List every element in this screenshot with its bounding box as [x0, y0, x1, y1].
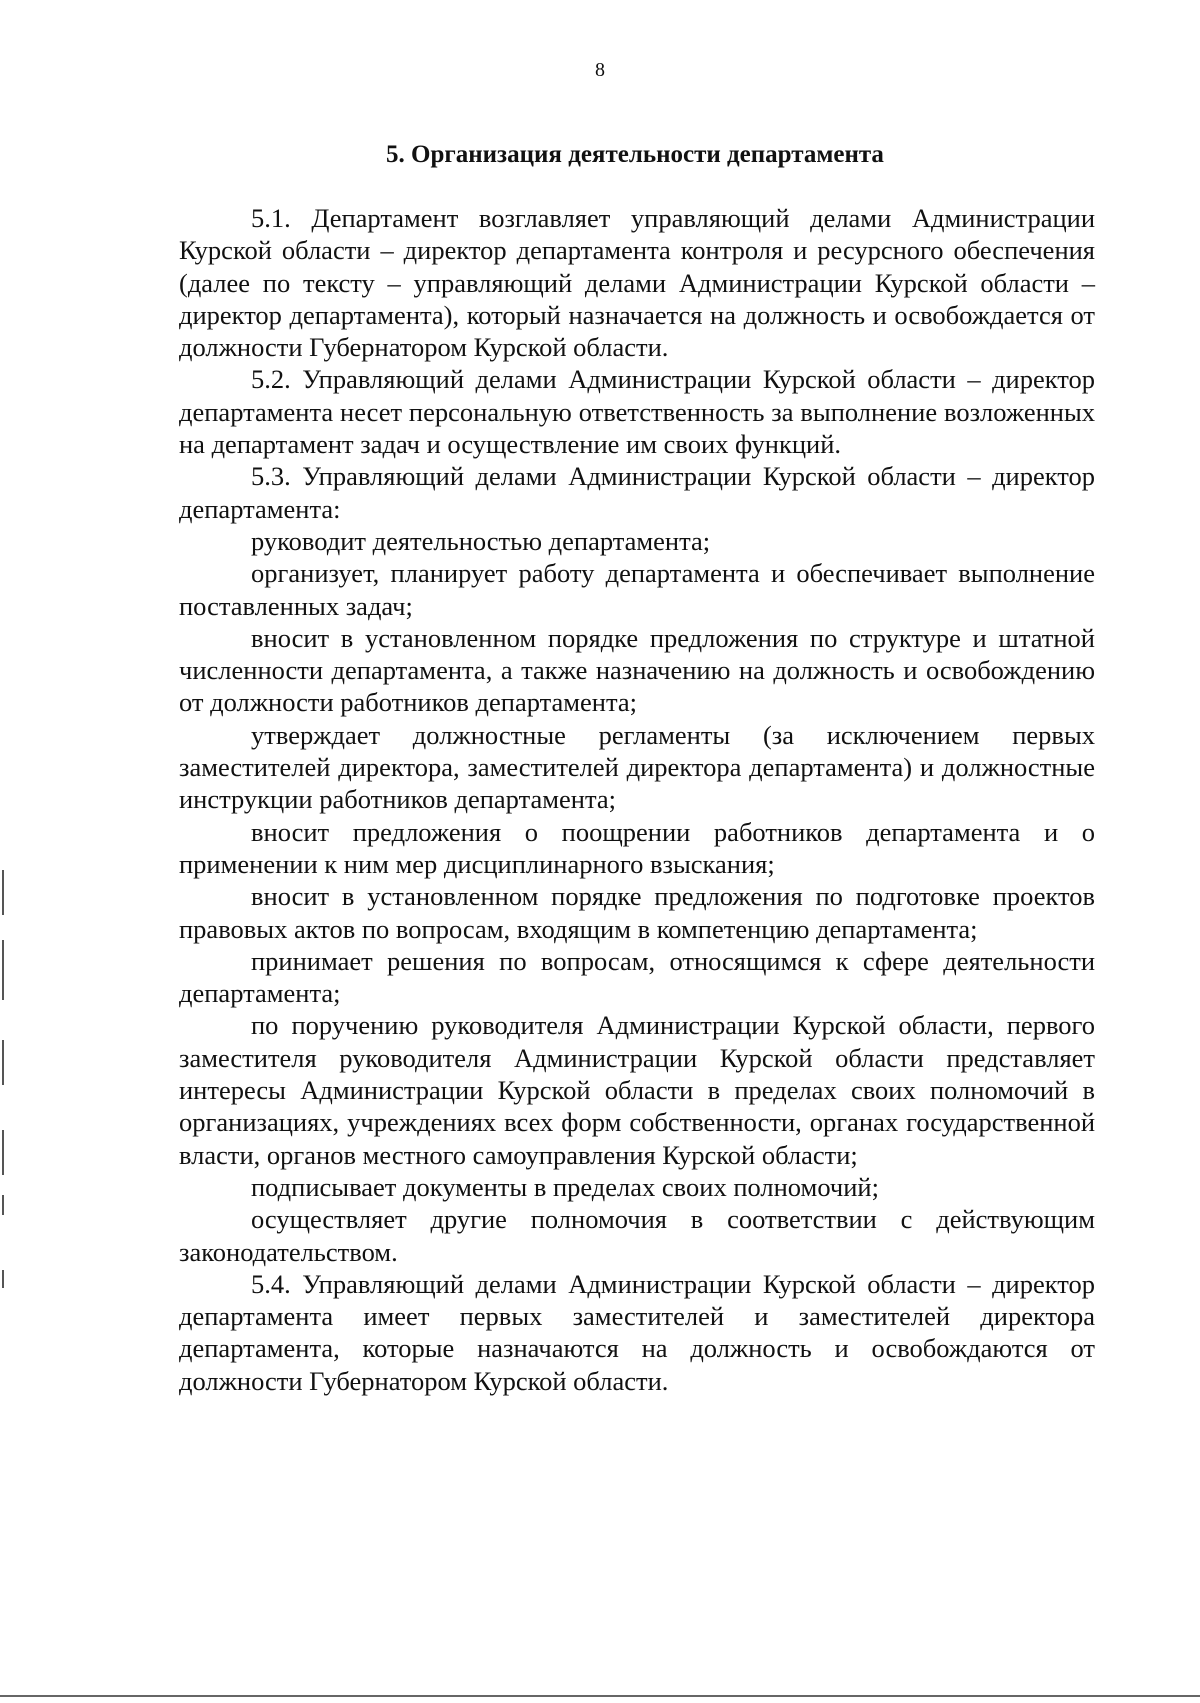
page-number: 8: [595, 59, 605, 81]
list-item: организует, планирует работу департамента и обеспечивает выполнение поставленных задач;: [179, 558, 1095, 621]
scan-mark: [2, 870, 4, 915]
list-item: по поручению руководителя Администрации Курской области, первого заместителя руководителя Администрации Курской области представляет интересы Администрации Курской области в пределах своих полномочий в организациях, учреждениях всех форм собственности, органах государственной власти, органов местного самоуправления Курской области;: [179, 1010, 1095, 1170]
paragraph-5-3: 5.3. Управляющий делами Администрации Курской области – директор департамента:: [179, 461, 1095, 524]
paragraph-5-4: 5.4. Управляющий делами Администрации Курской области – директор департамента имеет первых заместителей и заместителей директора департамента, которые назначаются на должность и освобождаются от должности Губернатором Курской области.: [179, 1268, 1095, 1396]
document-body: [179, 202, 1095, 1397]
list-item: руководит деятельностью департамента;: [251, 525, 711, 556]
list-item: осуществляет другие полномочия в соответствии с действующим законодательством.: [179, 1204, 1095, 1267]
scan-mark: [2, 1270, 4, 1288]
list-item: вносит предложения о поощрении работников департамента и о применении к ним мер дисциплинарного взыскания;: [179, 816, 1095, 879]
scan-mark: [2, 1130, 4, 1175]
scan-mark: [2, 1040, 4, 1085]
paragraph-5-2: 5.2. Управляющий делами Администрации Курской области – директор департамента несет персональную ответственность за выполнение возложенных на департамент задач и осуществление им своих функций.: [179, 364, 1095, 460]
list-item: вносит в установленном порядке предложения по подготовке проектов правовых актов по вопросам, входящим в компетенцию департамента;: [179, 881, 1095, 944]
list-item: утверждает должностные регламенты (за исключением первых заместителей директора, заместителей директора департамента) и должностные инструкции работников департамента;: [179, 719, 1095, 815]
list-item: вносит в установленном порядке предложения по структуре и штатной численности департамента, а также назначению на должность и освобождению от должности работников департамента;: [179, 622, 1095, 718]
scan-mark: [2, 1195, 4, 1215]
list-item: подписывает документы в пределах своих полномочий;: [251, 1171, 879, 1202]
list-item: принимает решения по вопросам, относящимся к сфере деятельности департамента;: [179, 945, 1095, 1009]
paragraph-5-1: 5.1. Департамент возглавляет управляющий делами Администрации Курской области – директор департамента контроля и ресурсного обеспечения (далее по тексту – управляющий делами Администрации Курской области – директор департамента), который назначается на должность и освобождается от должности Губернатором Курской области.: [179, 203, 1095, 363]
bottom-rule: [0, 1695, 1200, 1697]
section-heading: 5. Организация деятельности департамента: [386, 141, 884, 168]
scan-mark: [2, 940, 4, 1000]
